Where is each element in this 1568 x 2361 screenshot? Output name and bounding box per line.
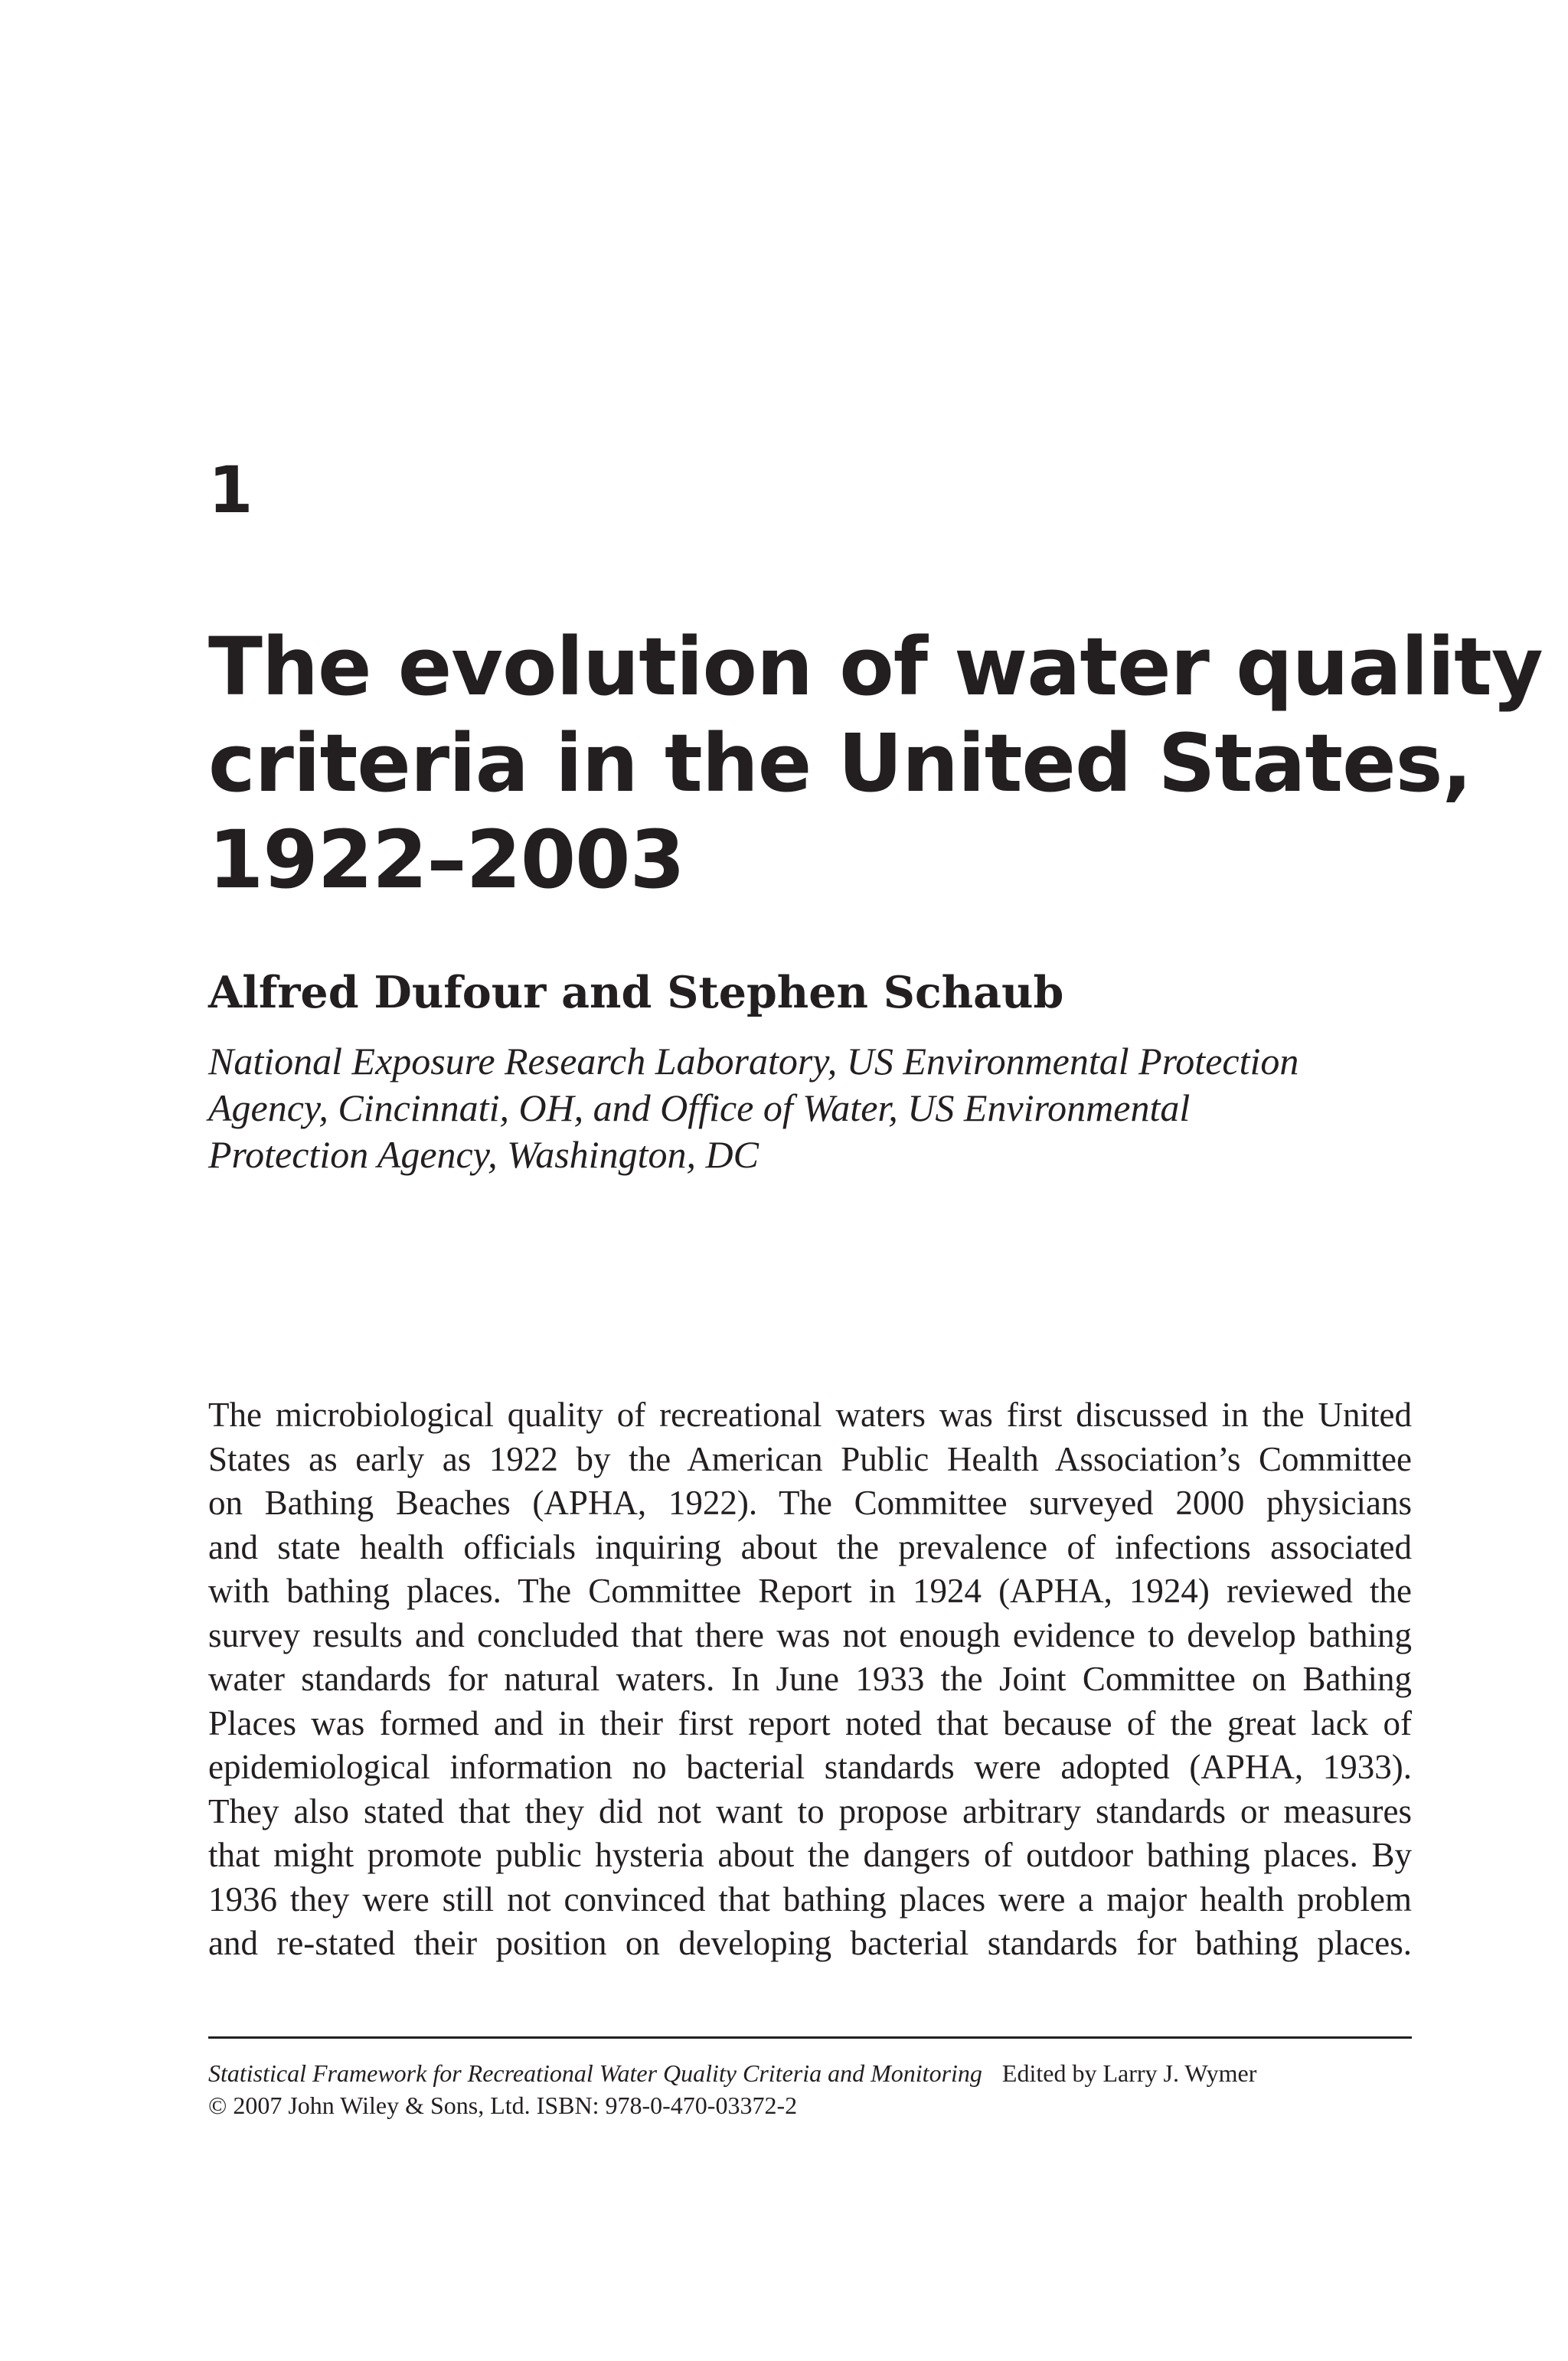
chapter-authors: Alfred Dufour and Stephen Schaub: [208, 967, 1064, 1018]
body-line: survey results and concluded that there was not enough evidence to develop bathing: [208, 1615, 1412, 1654]
affiliation-line: Protection Agency, Washington, DC: [208, 1133, 759, 1176]
chapter-title: [208, 619, 1543, 908]
author-affiliation: [208, 1038, 1449, 1178]
body-line: and re-stated their position on developing bacterial standards for bathing places.: [208, 1924, 1412, 1962]
affiliation-line: National Exposure Research Laboratory, US Environmental Protection: [208, 1040, 1299, 1083]
chapter-title-line: criteria in the United States,: [208, 717, 1472, 810]
body-line: that might promote public hysteria about the dangers of outdoor bathing places. By: [208, 1836, 1412, 1874]
footer-citation: [208, 2058, 1256, 2088]
body-line: with bathing places. The Committee Report in 1924 (APHA, 1924) reviewed the: [208, 1572, 1412, 1610]
chapter-number: 1: [208, 452, 253, 527]
body-line: 1936 they were still not convinced that bathing places were a major health problem: [208, 1879, 1412, 1919]
chapter-title-line: 1922–2003: [208, 813, 684, 906]
body-line: States as early as 1922 by the American Public Health Association’s Committee: [208, 1439, 1412, 1478]
chapter-title-line: The evolution of water quality: [208, 620, 1543, 714]
footer-copyright: © 2007 John Wiley & Sons, Ltd. ISBN: 978-0-470-03372-2: [208, 2092, 798, 2119]
footer-divider: [208, 2036, 1412, 2039]
body-line: on Bathing Beaches (APHA, 1922). The Committee surveyed 2000 physicians: [208, 1484, 1412, 1522]
body-line: water standards for natural waters. In June 1933 the Joint Committee on Bathing: [208, 1660, 1412, 1698]
body-line: Places was formed and in their first report noted that because of the great lack of: [208, 1703, 1412, 1742]
body-line: The microbiological quality of recreational waters was first discussed in the United: [208, 1396, 1412, 1434]
body-line: epidemiological information no bacterial standards were adopted (APHA, 1933).: [208, 1748, 1412, 1786]
body-paragraph: [208, 1393, 1412, 1966]
body-line: They also stated that they did not want to propose arbitrary standards or measures: [208, 1791, 1412, 1830]
footer-editor: Edited by Larry J. Wymer: [1001, 2059, 1257, 2087]
body-line: and state health officials inquiring about the prevalence of infections associated: [208, 1527, 1412, 1566]
affiliation-line: Agency, Cincinnati, OH, and Office of Water, US Environmental: [208, 1086, 1191, 1129]
footer-book-title: Statistical Framework for Recreational Water Quality Criteria and Monitoring: [208, 2059, 982, 2087]
